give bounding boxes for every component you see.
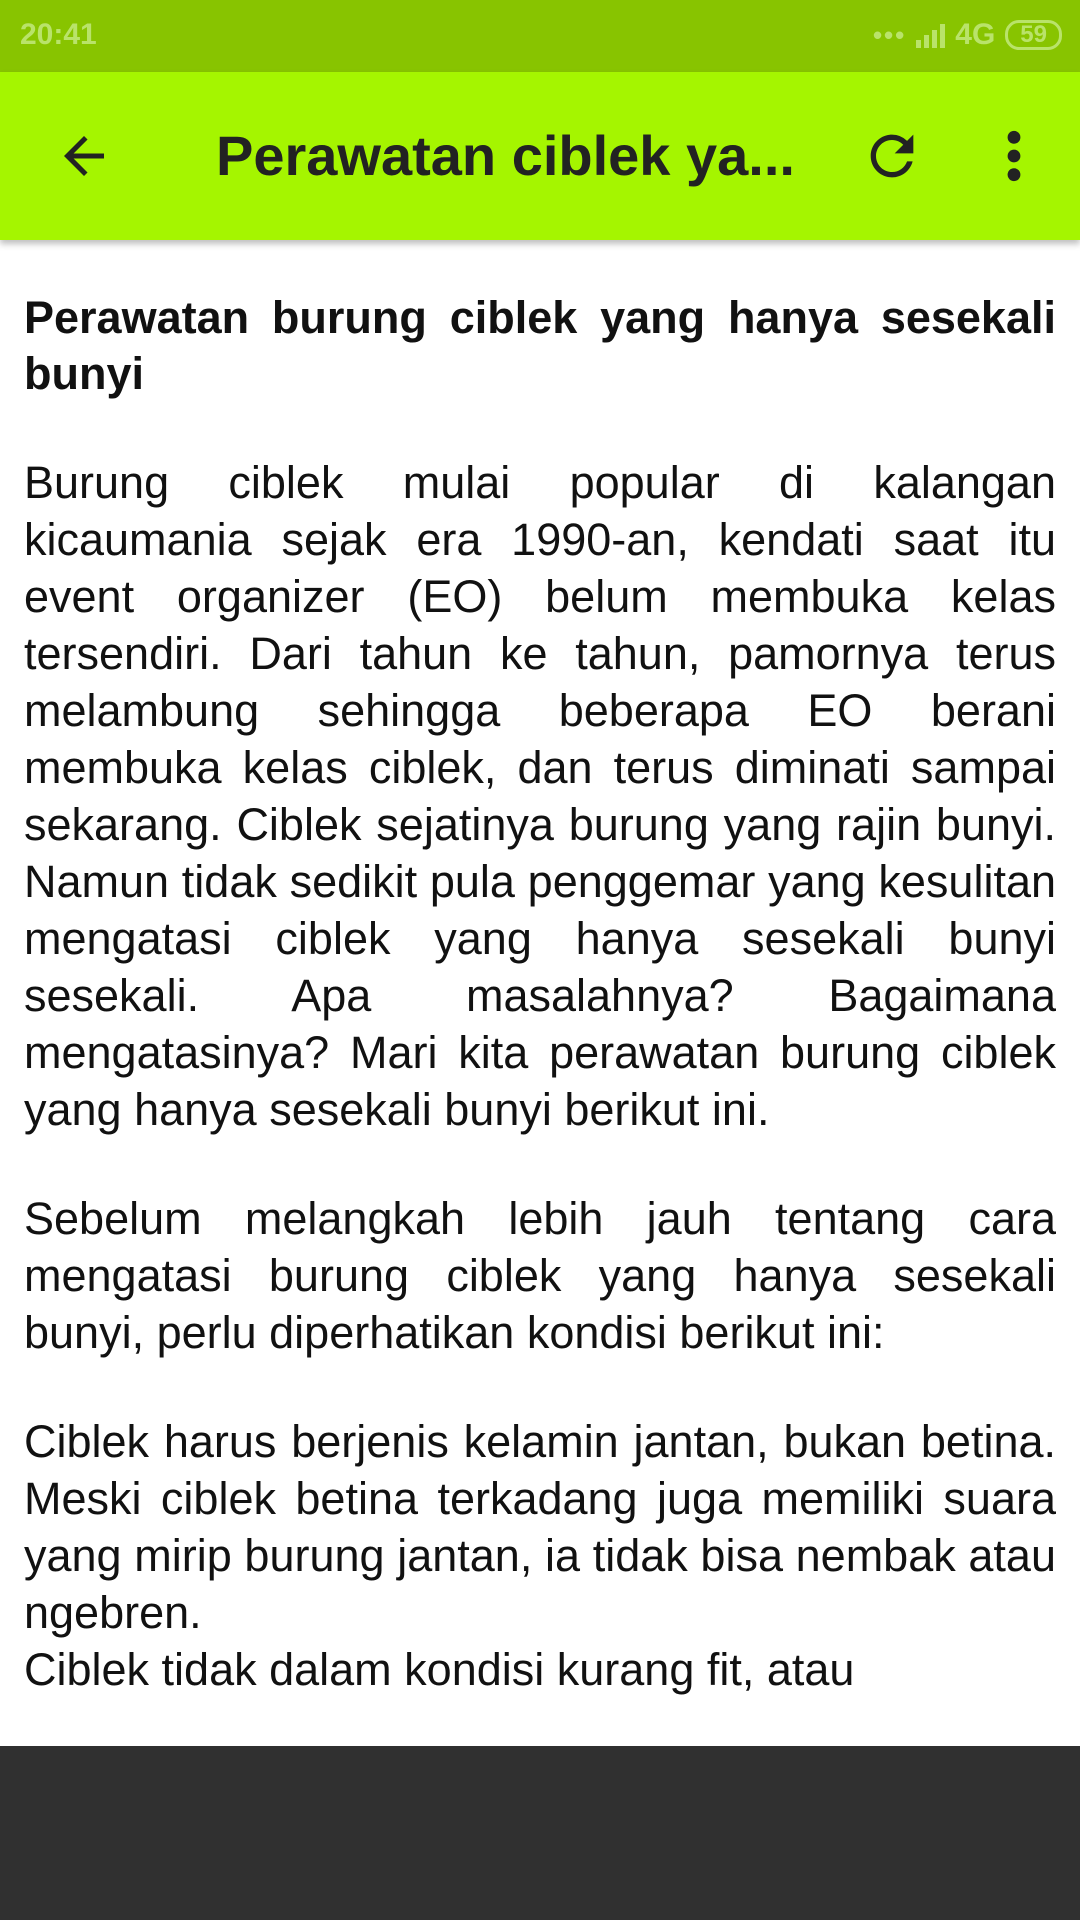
network-type: 4G	[955, 18, 996, 51]
article-title: Perawatan burung ciblek yang hanya sesekali bunyi	[24, 292, 1056, 399]
article-paragraph: Ciblek harus berjenis kelamin jantan, bukan betina. Meski ciblek betina terkadang juga memiliki suara yang mirip burung jantan, ia tidak bisa nembak atau ngebren.	[24, 1416, 1056, 1638]
status-indicators	[873, 18, 1062, 52]
notification-dots-icon: •••	[872, 19, 907, 50]
article-content[interactable]	[24, 240, 1056, 1746]
article-paragraph: Burung ciblek mulai popular di kalangan kicaumania sejak era 1990-an, kendati saat itu event organizer (EO) belum membuka kelas tersendiri. Dari tahun ke tahun, pamornya terus melambung sehingga beberapa EO berani membuka kelas ciblek, dan terus diminati sampai sekarang. Ciblek sejatinya burung yang rajin bunyi. Namun tidak sedikit pula penggemar yang kesulitan mengatasi ciblek yang hanya sesekali bunyi sesekali. Apa masalahnya? Bagaimana mengatasinya? Mari kita perawatan burung ciblek yang hanya sesekali bunyi berikut ini.	[24, 457, 1056, 1135]
signal-icon	[916, 22, 945, 48]
battery-level: 59	[1020, 21, 1047, 48]
refresh-button[interactable]	[860, 124, 924, 188]
page-title: Perawatan ciblek ya...	[216, 124, 795, 187]
battery-icon	[1005, 20, 1062, 50]
more-vertical-icon	[994, 124, 1034, 188]
app-bar	[0, 72, 1080, 240]
overflow-menu-button[interactable]	[994, 124, 1034, 188]
status-bar	[0, 0, 1080, 72]
arrow-back-icon	[54, 126, 114, 186]
bottom-panel	[0, 1746, 1080, 1920]
article-paragraph: Ciblek tidak dalam kondisi kurang fit, atau	[24, 1644, 855, 1695]
article-paragraph: Sebelum melangkah lebih jauh tentang cara mengatasi burung ciblek yang hanya sesekali bunyi, perlu diperhatikan kondisi berikut ini:	[24, 1193, 1056, 1358]
status-time: 20:41	[20, 18, 97, 51]
back-button[interactable]	[54, 126, 114, 186]
refresh-icon	[860, 124, 924, 188]
